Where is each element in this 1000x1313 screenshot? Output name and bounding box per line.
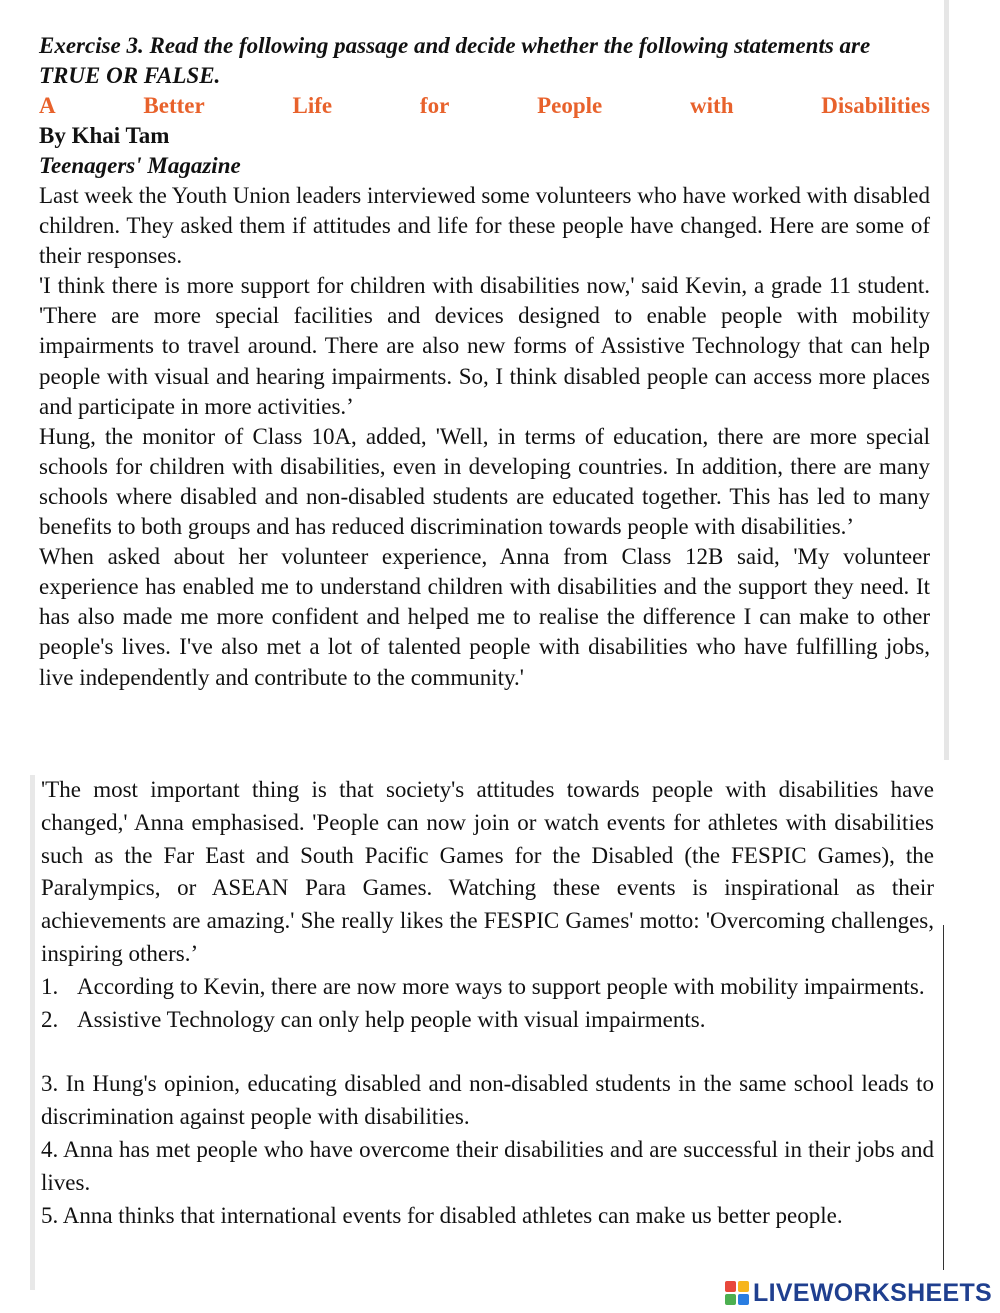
statement-number: 1. [41,973,59,999]
statement-item [41,1004,934,1037]
statement-number: 4. [41,1136,59,1162]
page-divider-right [943,925,944,1270]
article-paragraph: 'The most important thing is that society's attitudes towards people with disabilities have changed,' Anna emphasised. 'People can now join or watch events for athletes with disabilities such as the Far East and South Pacific Games for the Disabled (the FESPIC Games), the Paralympics, or ASEAN Para Games. Watching these events is inspirational as their achievements are amazing.' She really likes the FESPIC Games' motto: 'Overcoming challenges, inspiring others.’ [41,777,934,966]
page-divider-left [30,775,35,1290]
article-paragraph: Last week the Youth Union leaders interviewed some volunteers who have worked with disabled children. They asked them if attitudes and life for these people have changed. Here are some of their responses. [39,183,930,269]
article-title-word: Better [143,93,205,118]
liveworksheets-wordmark: LIVEWORKSHEETS [753,1278,992,1307]
statement-text: In Hung's opinion, educating disabled and non-disabled students in the same school leads to discrimination against people with disabilities. [41,1071,934,1130]
article-publication: Teenagers' Magazine [39,153,241,178]
article-paragraph: When asked about her volunteer experience, Anna from Class 12B said, 'My volunteer experience has enabled me to understand children with disabilities and the support they need. It has also made me more confident and helped me to realise the difference I can make to other people's lives. I've also met a lot of talented people with disabilities who have fulfilling jobs, live independently and contribute to the community.' [39,544,930,690]
statement-number: 3. [41,1071,59,1097]
article-title-word: for [419,93,450,118]
article-title-word: with [690,93,734,118]
article-title-word: Life [292,93,333,118]
spacer [41,1036,934,1068]
statement-item [41,971,934,1004]
logo-square [738,1281,749,1292]
statement-number: 5. [41,1202,59,1228]
statement-text: Assistive Technology can only help people with visual impairments. [77,1006,706,1032]
article-title-word: A [39,93,56,118]
logo-square [725,1281,736,1292]
article-continuation-and-questions [41,774,934,1232]
article-paragraph: Hung, the monitor of Class 10A, added, 'Well, in terms of education, there are more special schools for children with disabilities, even in developing countries. In addition, there are many schools where disabled and non-disabled students are educated together. This has led to many benefits to both groups and has reduced discrimination towards people with disabilities.’ [39,423,930,540]
liveworksheets-icon [725,1281,749,1305]
statement-item [41,1068,934,1134]
statement-item [41,1134,934,1200]
statement-text: According to Kevin, there are now more ways to support people with mobility impairments. [77,973,925,999]
statement-number: 2. [41,1006,59,1032]
logo-square [725,1294,736,1305]
article-paragraph: 'I think there is more support for children with disabilities now,' said Kevin, a grade 11 student. 'There are more special facilities and devices designed to enable people with mobility impairments to travel around. There are also new forms of Assistive Technology that can help people with visual and hearing impairments. So, I think disabled people can access more places and participate in more activities.’ [39,273,930,419]
article-title-word: Disabilities [821,93,930,118]
exercise-instruction: Exercise 3. Read the following passage and decide whether the following statements are TRUE OR FALSE. [39,33,871,88]
statement-item [41,1200,934,1233]
article-title-word: People [537,93,603,118]
logo-square [738,1294,749,1305]
article-title [39,91,930,121]
statement-text: Anna thinks that international events for disabled athletes can make us better people. [62,1202,843,1228]
article-body [39,181,930,693]
liveworksheets-logo[interactable] [725,1276,992,1310]
article-byline: By Khai Tam [39,123,170,148]
statement-text: Anna has met people who have overcome their disabilities and are successful in their jobs and lives. [41,1136,935,1195]
